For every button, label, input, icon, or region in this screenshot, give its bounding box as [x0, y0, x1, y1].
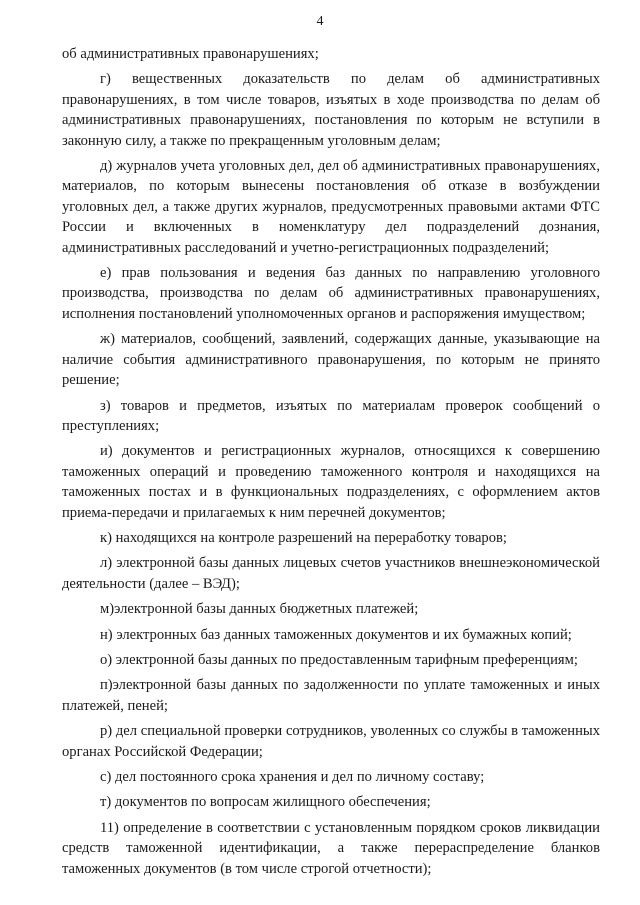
paragraph: и) документов и регистрационных журналов, относящихся к совершению таможенных операций и проведению таможенного контроля и находящихся на таможенных постах и в функциональных подразделениях, с оформлением актов приема-передачи и прилагаемых к ним перечней документов;	[62, 443, 600, 521]
paragraph: п)электронной базы данных по задолженности по уплате таможенных и иных платежей, пеней;	[62, 677, 600, 714]
paragraph: н) электронных баз данных таможенных документов и их бумажных копий;	[100, 626, 572, 643]
document-body	[62, 44, 600, 884]
paragraph: 11) определение в соответствии с установленным порядком сроков ликвидации средств таможенной идентификации, а также перераспределение бланков таможенных документов (в том числе строгой отчетности);	[62, 819, 600, 877]
paragraph: м)электронной базы данных бюджетных платежей;	[100, 601, 419, 618]
paragraph: з) товаров и предметов, изъятых по материалам проверок сообщений о преступлениях;	[62, 397, 600, 434]
paragraph: ж) материалов, сообщений, заявлений, содержащих данные, указывающие на наличие события административного правонарушения, по которым не принято решение;	[62, 331, 600, 389]
paragraph: к) находящихся на контроле разрешений на переработку товаров;	[100, 529, 507, 546]
paragraph: об административных правонарушениях;	[62, 46, 319, 62]
paragraph: г) вещественных доказательств по делам об административных правонарушениях, в том числе товаров, изъятых в ходе производства по делам об административных правонарушениях, постановления по которым не вступили в законную силу, а также по прекращенным уголовным делам;	[62, 71, 600, 149]
paragraph: д) журналов учета уголовных дел, дел об административных правонарушениях, материалов, по которым вынесены постановления об отказе в возбуждении уголовных дел, а также других журналов, предусмотренных правовыми актами ФТС России и включенных в номенклатуру дел подразделений дознания, административных расследований и учетно-регистрационных подразделений;	[62, 158, 600, 256]
paragraph: т) документов по вопросам жилищного обеспечения;	[100, 794, 431, 811]
paragraph: р) дел специальной проверки сотрудников, уволенных со службы в таможенных органах Российской Федерации;	[62, 723, 600, 760]
paragraph: с) дел постоянного срока хранения и дел по личному составу;	[100, 769, 485, 785]
paragraph: е) прав пользования и ведения баз данных по направлению уголовного производства, производства по делам об административных правонарушениях, исполнения постановлений уполномоченных органов и распоряжения имуществом;	[62, 265, 600, 322]
paragraph: о) электронной базы данных по предоставленным тарифным преференциям;	[100, 651, 578, 668]
page-number: 4	[316, 14, 324, 29]
paragraph: л) электронной базы данных лицевых счетов участников внешнеэкономической деятельности (далее – ВЭД);	[62, 555, 600, 592]
